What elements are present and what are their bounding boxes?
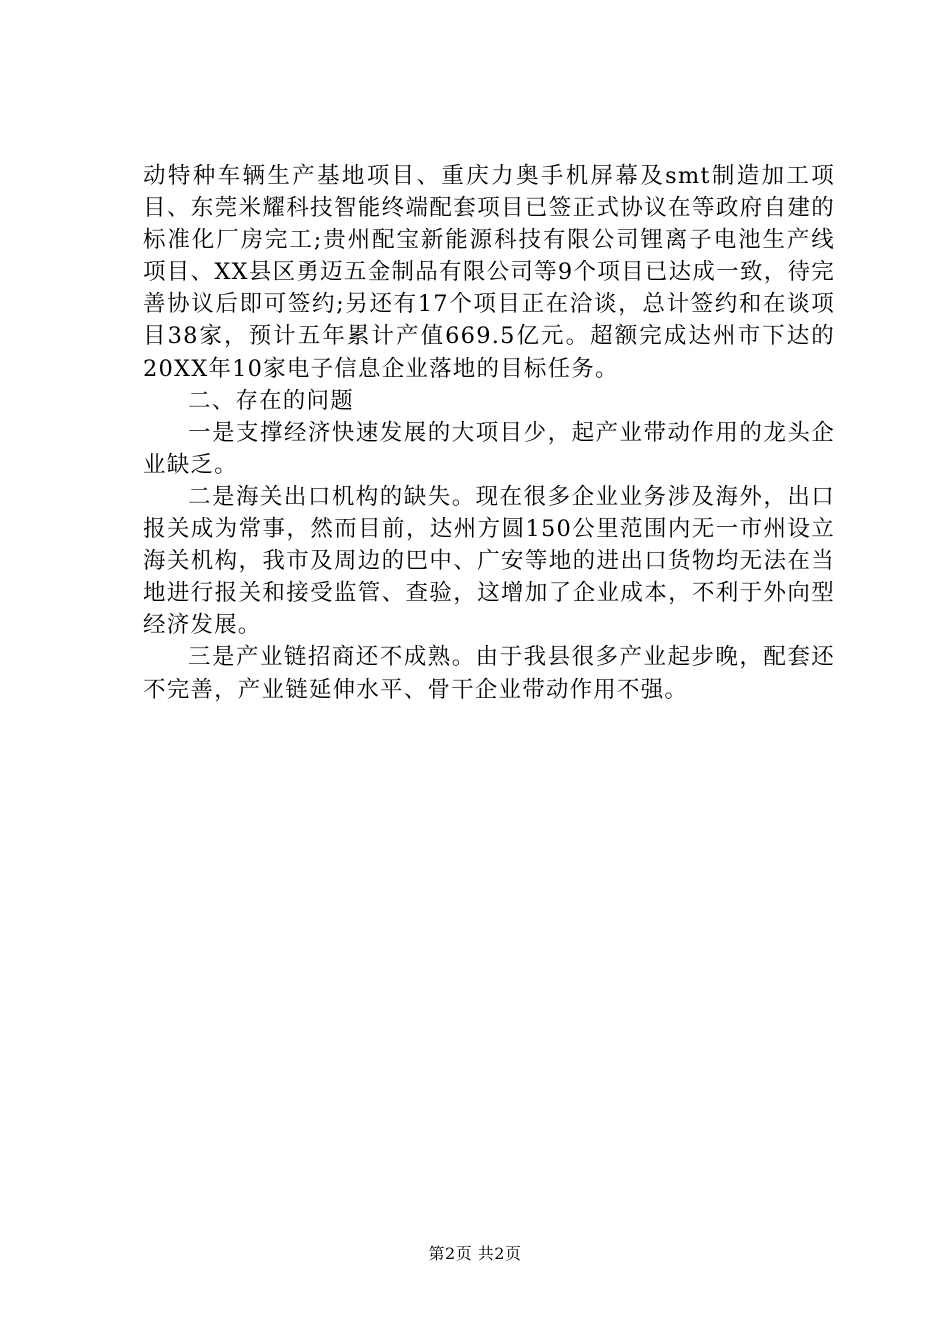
- paragraph-project-summary: 动特种车辆生产基地项目、重庆力奥手机屏幕及smt制造加工项目、东莞米耀科技智能终端配套项目已签正式协议在等政府自建的标准化厂房完工;贵州配宝新能源科技有限公司锂离子电池生产线项目、XX县区勇迈五金制品有限公司等9个项目已达成一致，待完善协议后即可签约;另还有17个项目正在洽谈，总计签约和在谈项目38家，预计五年累计产值669.5亿元。超额完成达州市下达的20XX年10家电子信息企业落地的目标任务。: [143, 163, 835, 382]
- section-heading-existing-problems: 二、存在的问题: [188, 387, 354, 414]
- page-number-footer: 第2页 共2页: [428, 1244, 522, 1263]
- paragraph-problem-one: 一是支撑经济快速发展的大项目少，起产业带动作用的龙头企业缺乏。: [143, 419, 835, 478]
- document-body: [143, 160, 835, 706]
- paragraph-problem-three: 三是产业链招商还不成熟。由于我县很多产业起步晚，配套还不完善，产业链延伸水平、骨干企业带动作用不强。: [143, 644, 835, 703]
- paragraph-problem-two: 二是海关出口机构的缺失。现在很多企业业务涉及海外，出口报关成为常事，然而目前，达州方圆150公里范围内无一市州设立海关机构，我市及周边的巴中、广安等地的进出口货物均无法在当地进行报关和接受监管、查验，这增加了企业成本，不利于外向型经济发展。: [143, 483, 835, 639]
